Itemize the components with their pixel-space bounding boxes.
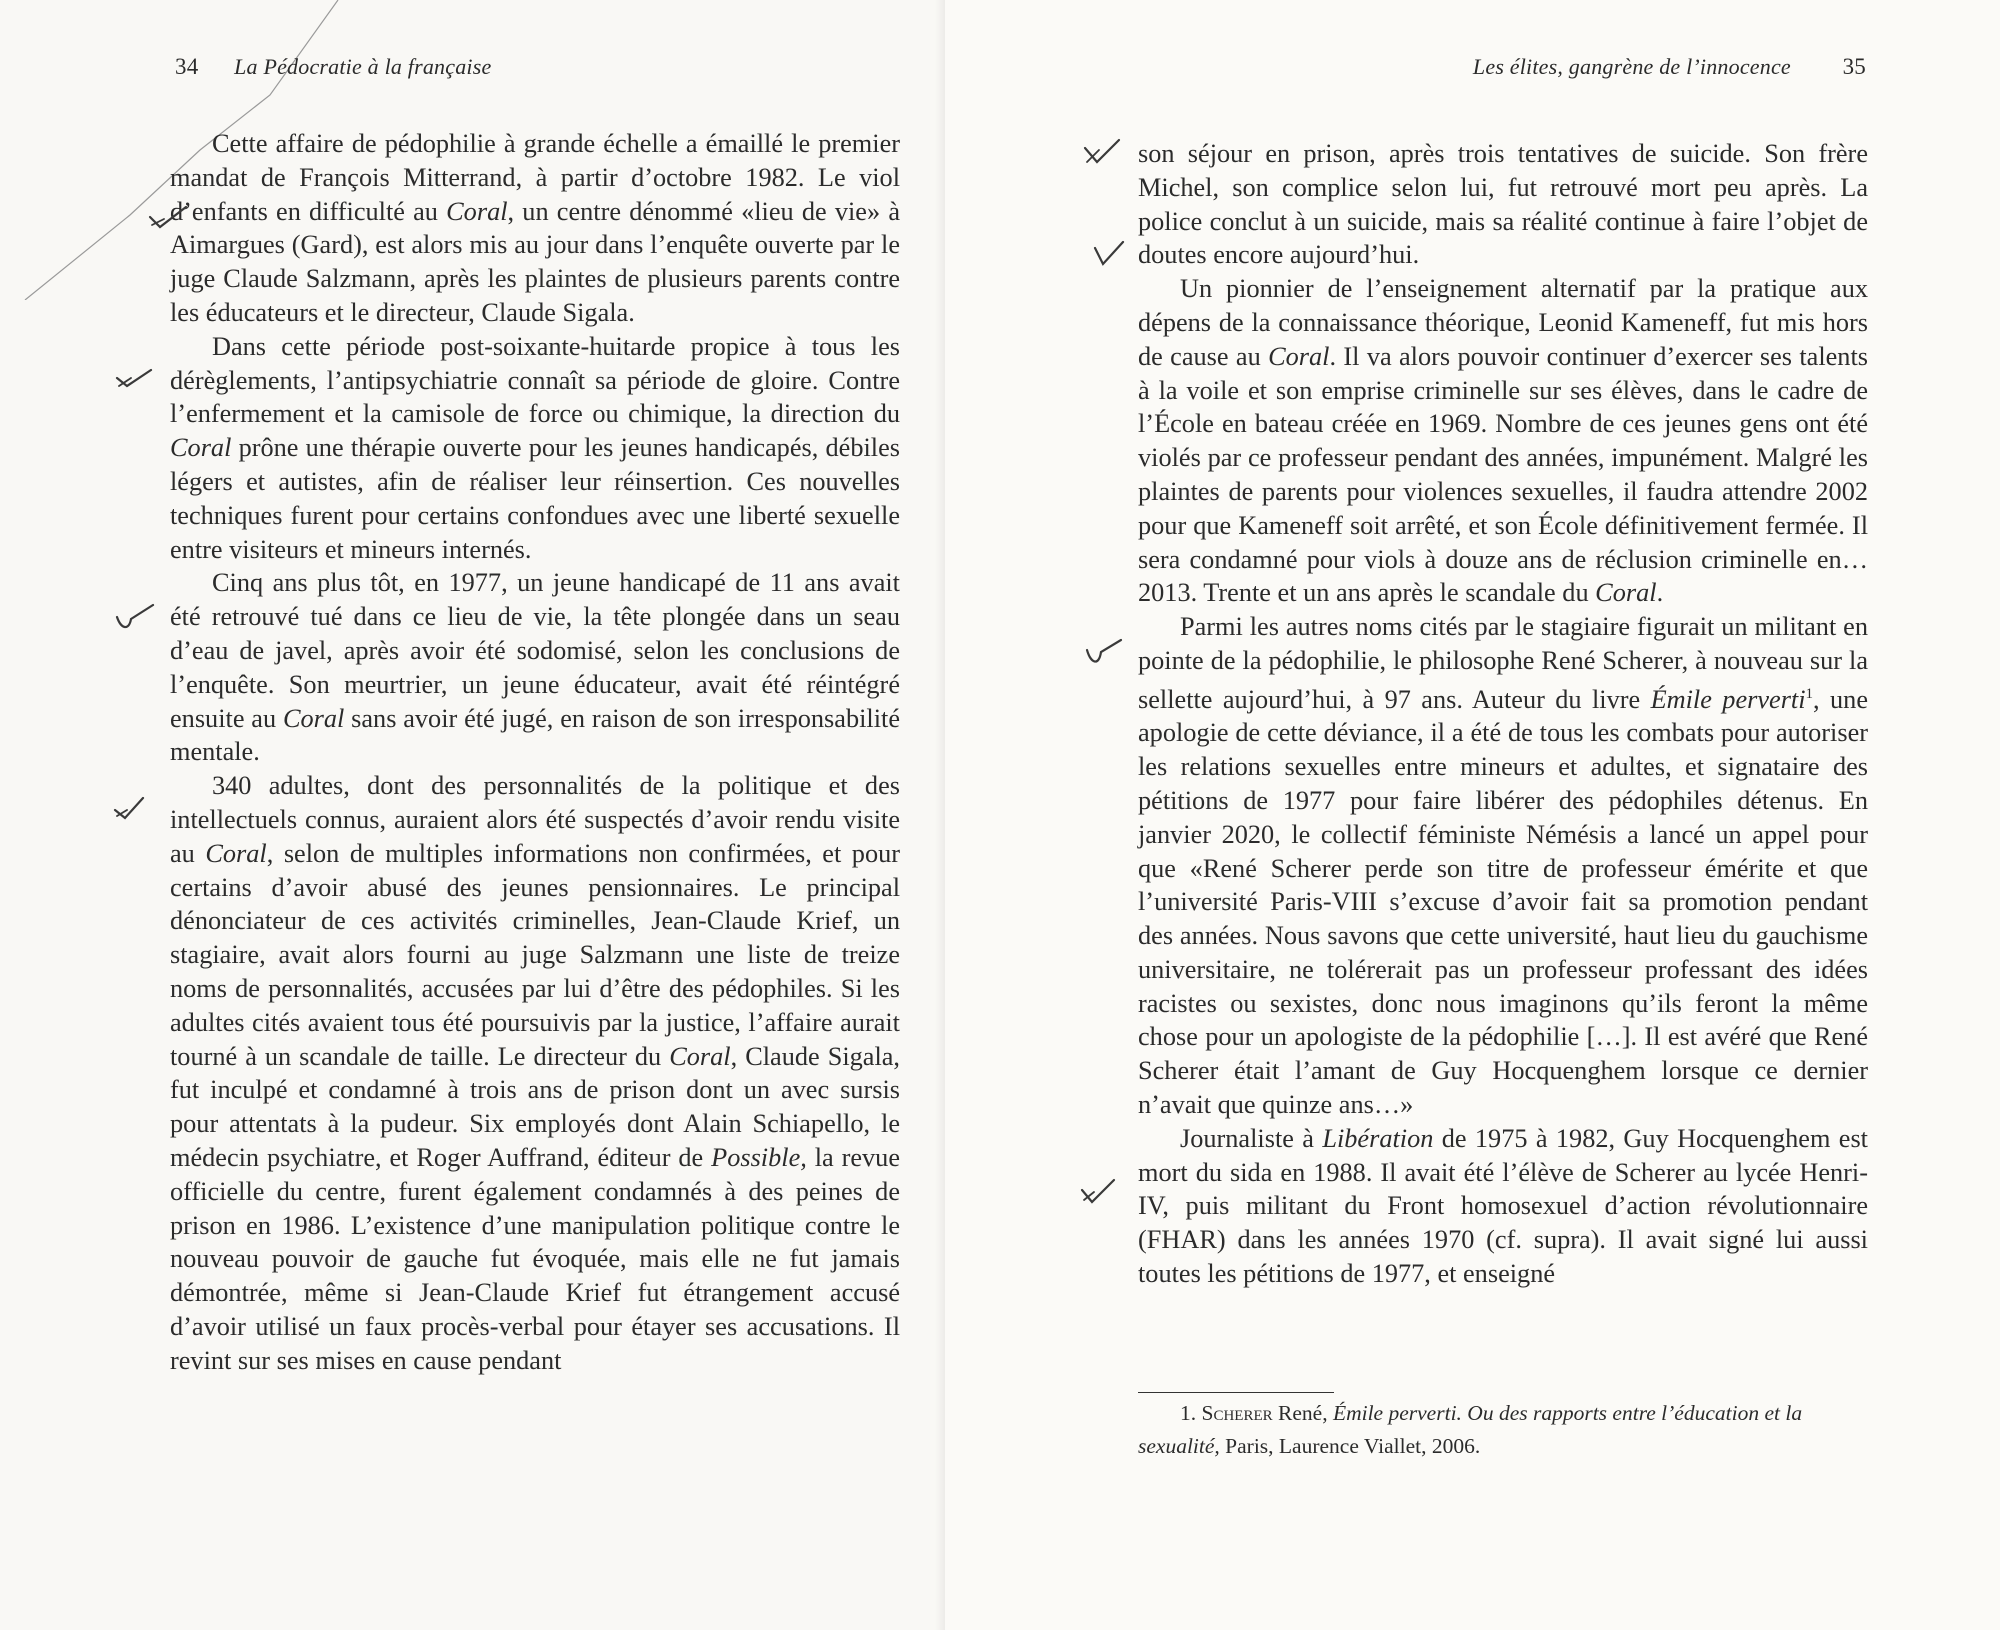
pencil-checkmark-icon — [1083, 140, 1123, 166]
paragraph-left-2: Dans cette période post-soixante-huitarde propice à tous les dérèglements, l’antipsychiatrie connaît sa période de gloire. Contre l’enfermement et la camisole de force ou chimique, la direction du Coral prône une thérapie ouverte pour les jeunes handicapés, débiles légers et autistes, afin de réaliser leur réinsertion. Ces nouvelles techniques furent pour certains confondues avec une liberté sexuelle entre visiteurs et mineurs internés. — [170, 331, 900, 564]
paragraph-right-2: Parmi les autres noms cités par le stagiaire figurait un militant en pointe de la pédophilie, le philosophe René Scherer, à nouveau sur la sellette aujourd’hui, à 97 ans. Auteur du livre Émile perverti$^1$, une apologie de cette déviance, il a été de tous les combats pour autoriser les relations sexuelles entre mineurs et adultes, et signataire des pétitions de 1977 pour faire libérer des pédophiles détenus. En janvier 2020, le collectif féministe Némésis a lancé un appel pour que «René Scherer perde son titre de professeur émérite et que l’université Paris-VIII s’excuse d’avoir fait sa promotion pendant des années. Nous savons que cette université, haut lieu du gauchisme universitaire, ne tolérerait pas un professeur professant des idées racistes ou sexistes, donc nous imaginons qu’ils feront la même chose pour un apologiste de la pédophilie […]. Il est avéré que René Scherer était l’amant de Guy Hocquenghem lorsque ce dernier n’avait que quinze ans…» — [1138, 612, 1868, 1120]
footnote: 1. Scherer René, Émile perverti. Ou des rapports entre l’éducation et la sexualité, Paris, Laurence Viallet, 2006. — [1138, 1401, 1803, 1458]
pencil-checkmark-icon — [115, 366, 155, 392]
paragraph-left-1: Cette affaire de pédophilie à grande échelle a émaillé le premier mandat de François Mitterrand, à partir d’octobre 1982. Le viol d’enfants en difficulté au Coral, un centre dénommé «lieu de vie» à Aimargues (Gard), est alors mis au jour dans l’enquête ouverte par le juge Claude Salzmann, après les plaintes de plusieurs parents contre les éducateurs et le directeur, Claude Sigala. — [170, 129, 900, 327]
footnote-reference[interactable]: 1 — [1805, 685, 1814, 702]
left-page — [0, 0, 945, 1630]
paragraph-right-3: Journaliste à Libération de 1975 à 1982, Guy Hocquenghem est mort du sida en 1988. Il avait été l’élève de Scherer au lycée Henri-IV, puis militant du Front homosexuel d’action révolutionnaire (FHAR) dans les années 1970 (cf. supra). Il avait signé lui aussi toutes les pétitions de 1977, et enseigné — [1138, 1123, 1868, 1289]
paragraph-left-3: Cinq ans plus tôt, en 1977, un jeune handicapé de 11 ans avait été retrouvé tué dans ce lieu de vie, la tête plongée dans un seau d’eau de javel, après avoir été sodomisé, selon les conclusions de l’enquête. Son meurtrier, un jeune éducateur, avait été réintégré ensuite au Coral sans avoir été jugé, en raison de son irresponsabilité mentale. — [170, 568, 900, 767]
paragraph-left-4: 340 adultes, dont des personnalités de la politique et des intellectuels connus, auraient alors été suspectés d’avoir rendu visite au Coral, selon de multiples informations non confirmées, et pour certains d’avoir abusé des jeunes pensionnaires. Le principal dénonciateur de ces activités criminelles, Jean-Claude Krief, un stagiaire, avait alors fourni au juge Salzmann une liste de treize noms de personnalités, accusées par lui d’être des pédophiles. Si les adultes cités avaient tous été poursuivis par la justice, l’affaire aurait tourné à un scandale de taille. Le directeur du Coral, Claude Sigala, fut inculpé et condamné à trois ans de prison dont un avec sursis pour attentats à la pudeur. Six employés dont Alain Schiapello, le médecin psychiatre, et Roger Auffrand, éditeur de Possible, la revue officielle du centre, furent également condamnés à des peines de prison en 1986. L’existence d’une manipulation politique contre le nouveau pouvoir de gauche fut évoquée, mais elle ne fut jamais démontrée, même si Jean-Claude Krief fut étrangement accusé d’avoir utilisé un faux procès-verbal pour étayer ses accusations. Il revint sur ses mises en cause pendant — [170, 771, 900, 1375]
left-running-title: La Pédocratie à la française — [234, 54, 492, 79]
left-body-text — [170, 127, 900, 1377]
footnote-divider — [1138, 1392, 1334, 1393]
paragraph-right-1: Un pionnier de l’enseignement alternatif par la pratique aux dépens de la connaissance théorique, Leonid Kameneff, fut mis hors de cause au Coral. Il va alors pouvoir continuer d’exercer ses talents à la voile et son emprise criminelle sur ses élèves, dans le cadre de l’École en bateau créée en 1969. Nombre de ces jeunes gens ont été violés par ce professeur pendant des années, impunément. Malgré les plaintes de parents pour violences sexuelles, il faudra attendre 2002 pour que Kameneff soit arrêté, et son École définitivement fermée. Il sera condamné pour viols à douze ans de réclusion criminelle en… 2013. Trente et un ans après le scandale du Coral. — [1138, 274, 1868, 608]
pencil-checkmark-icon — [1093, 240, 1133, 266]
right-running-title: Les élites, gangrène de l’innocence — [1472, 54, 1791, 79]
pencil-checkmark-icon — [148, 205, 188, 231]
right-running-head — [1473, 54, 1866, 80]
pencil-checkmark-icon — [1085, 640, 1125, 666]
left-page-number: 34 — [175, 54, 199, 79]
right-page-number: 35 — [1842, 54, 1866, 79]
pencil-checkmark-icon — [1080, 1180, 1120, 1206]
pencil-checkmark-icon — [113, 796, 153, 822]
left-running-head — [175, 54, 491, 80]
paragraph-right-continuation: son séjour en prison, après trois tentatives de suicide. Son frère Michel, son complice selon lui, fut retrouvé mort peu après. La police conclut à un suicide, mais sa réalité continue à faire l’objet de doutes encore aujourd’hui. — [1138, 139, 1868, 270]
pencil-checkmark-icon — [115, 605, 155, 631]
right-body-text — [1138, 137, 1868, 1291]
